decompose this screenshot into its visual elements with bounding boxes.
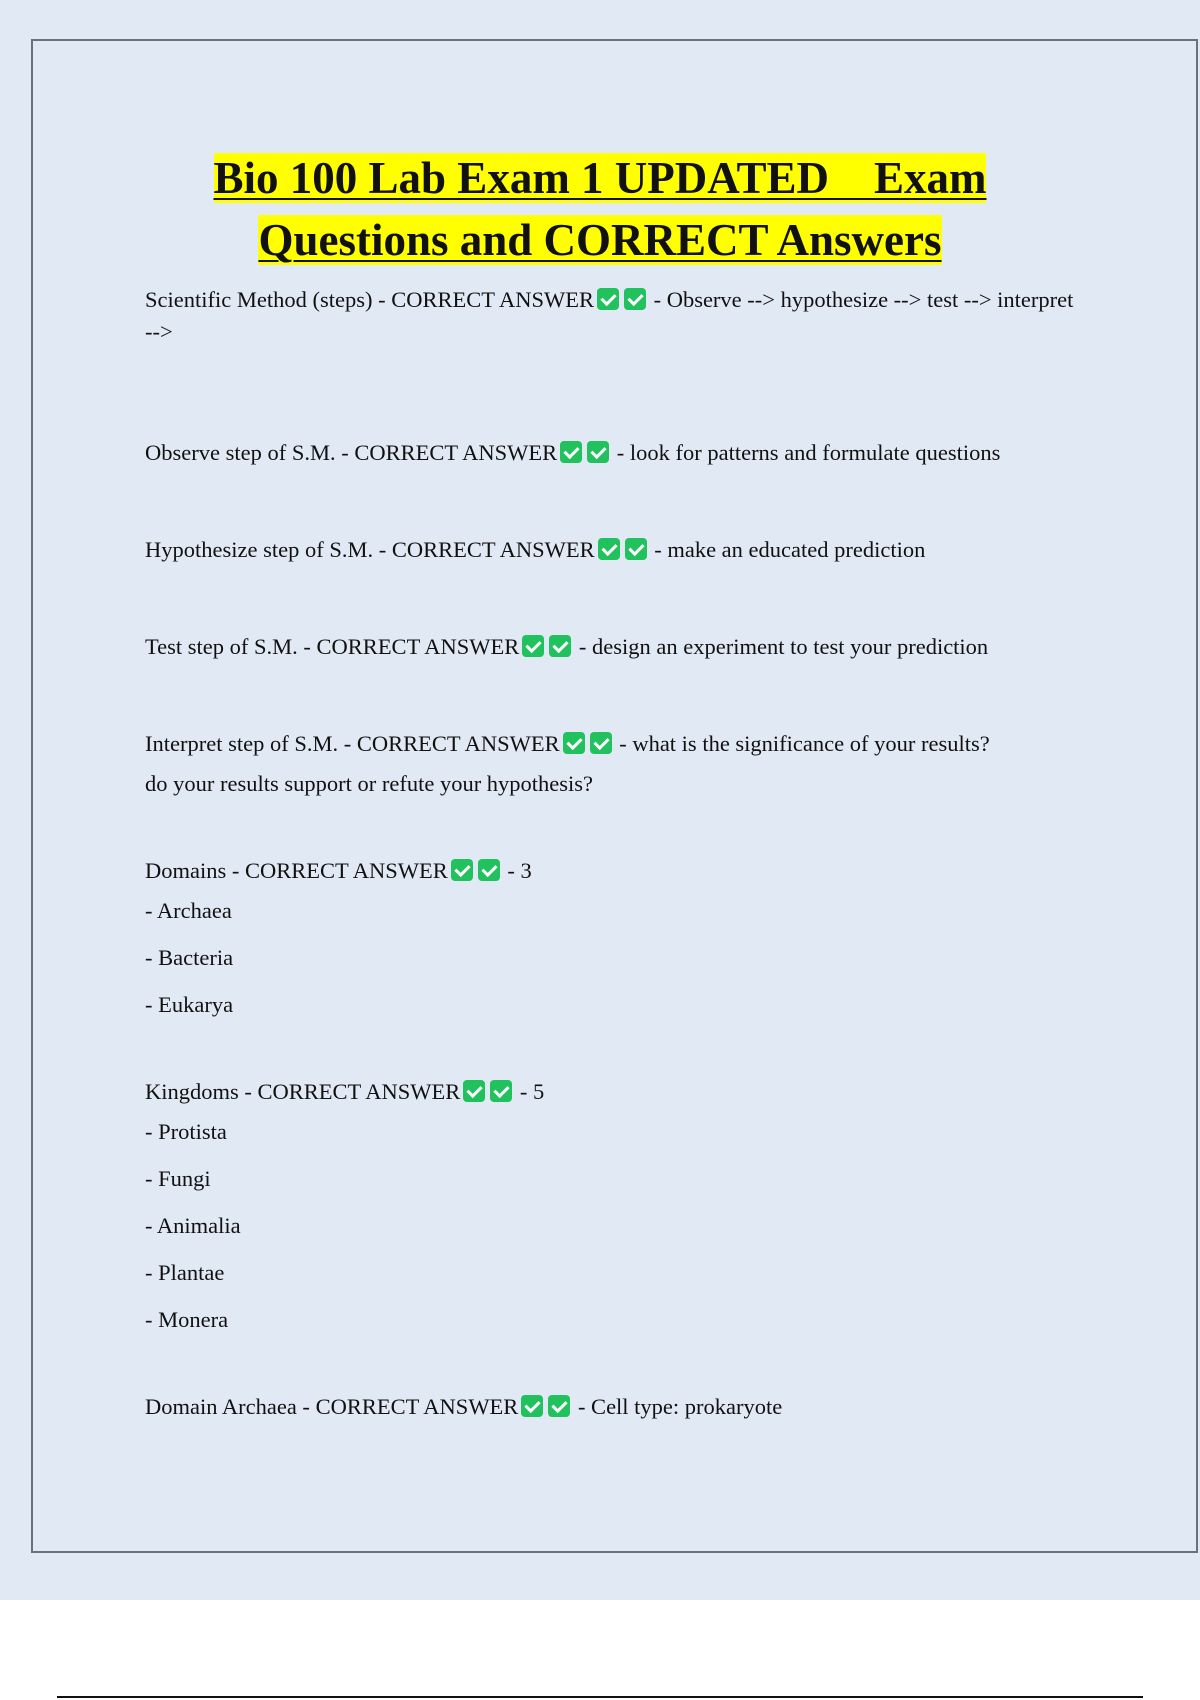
qa-item xyxy=(145,284,1085,348)
answer-detail: - Fungi xyxy=(145,1166,211,1191)
qa-line xyxy=(145,728,1085,760)
qa-item xyxy=(145,437,1085,469)
answer-detail: - Bacteria xyxy=(145,945,234,970)
answer-text: - Cell type: prokaryote xyxy=(577,1394,783,1419)
answer-marker: CORRECT ANSWER xyxy=(356,731,560,756)
checkmark-icon xyxy=(478,859,500,881)
answer-marker: CORRECT ANSWER xyxy=(257,1079,461,1104)
checkmark-icon xyxy=(451,859,473,881)
answer-text: - what is the significance of your results? xyxy=(619,731,990,756)
checkmark-icon xyxy=(549,635,571,657)
answer-detail: - Eukarya xyxy=(145,992,234,1017)
checkmark-icon xyxy=(522,635,544,657)
answer-marker: CORRECT ANSWER xyxy=(391,537,595,562)
checkmark-icon xyxy=(548,1395,570,1417)
question-text: Domains - xyxy=(145,858,245,883)
checkmark-icon xyxy=(598,538,620,560)
question-text: Scientific Method (steps) - xyxy=(145,287,392,312)
qa-item xyxy=(145,534,1085,566)
qa-line xyxy=(145,284,1085,348)
checkmark-icon xyxy=(521,1395,543,1417)
answer-detail: - Monera xyxy=(145,1307,229,1332)
qa-line xyxy=(145,1391,1085,1423)
answer-marker: CORRECT ANSWER xyxy=(391,287,594,312)
question-text: Observe step of S.M. - xyxy=(145,440,355,465)
title-line-2: Questions and CORRECT Answers xyxy=(258,215,942,265)
question-text: Domain Archaea - xyxy=(145,1394,316,1419)
qa-line xyxy=(145,534,1085,566)
answer-detail: - Archaea xyxy=(145,898,232,923)
checkmark-icon xyxy=(590,732,612,754)
qa-line xyxy=(145,437,1085,469)
question-text: Hypothesize step of S.M. - xyxy=(145,537,392,562)
document-title xyxy=(0,147,1200,271)
answer-text: - make an educated prediction xyxy=(654,537,926,562)
qa-line xyxy=(145,855,1085,887)
qa-item xyxy=(145,855,1085,1028)
checkmark-icon xyxy=(463,1080,485,1102)
answer-detail: - Protista xyxy=(145,1119,227,1144)
checkmark-icon xyxy=(625,538,647,560)
answer-detail: do your results support or refute your hypothesis? xyxy=(145,771,594,796)
qa-item xyxy=(145,728,1085,807)
answer-text: - Observe --> hypothesize --> test --> interpret --> xyxy=(145,287,1074,344)
qa-line xyxy=(145,631,1085,663)
qa-item xyxy=(145,631,1085,663)
answer-text: - design an experiment to test your prediction xyxy=(578,634,989,659)
title-line-1: Bio 100 Lab Exam 1 UPDATED Exam xyxy=(213,153,987,203)
qa-item xyxy=(145,1391,1085,1423)
question-text: Test step of S.M. - xyxy=(145,634,317,659)
answer-marker: CORRECT ANSWER xyxy=(316,634,520,659)
checkmark-icon xyxy=(597,288,619,310)
answer-text: - look for patterns and formulate questions xyxy=(616,440,1001,465)
answer-text: - 5 xyxy=(519,1079,545,1104)
footer-divider xyxy=(57,1696,1143,1698)
qa-content xyxy=(145,284,1085,1423)
answer-text: - 3 xyxy=(507,858,532,883)
question-text: Interpret step of S.M. - xyxy=(145,731,357,756)
qa-item xyxy=(145,1076,1085,1343)
qa-line xyxy=(145,1076,1085,1108)
answer-detail: - Animalia xyxy=(145,1213,241,1238)
checkmark-icon xyxy=(624,288,646,310)
checkmark-icon xyxy=(587,441,609,463)
answer-detail: - Plantae xyxy=(145,1260,225,1285)
answer-marker: CORRECT ANSWER xyxy=(245,858,448,883)
answer-marker: CORRECT ANSWER xyxy=(315,1394,519,1419)
checkmark-icon xyxy=(560,441,582,463)
question-text: Kingdoms - xyxy=(145,1079,258,1104)
checkmark-icon xyxy=(490,1080,512,1102)
answer-marker: CORRECT ANSWER xyxy=(354,440,558,465)
checkmark-icon xyxy=(563,732,585,754)
